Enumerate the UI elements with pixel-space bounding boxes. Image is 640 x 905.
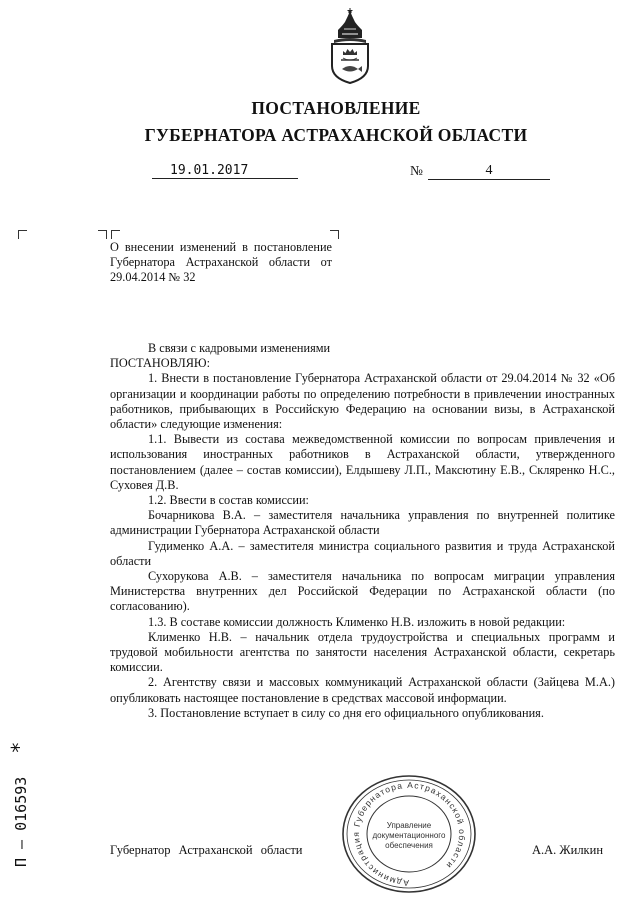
registration-code: П – 016593: [12, 776, 30, 867]
body-paragraph: 1.2. Ввести в состав комиссии:: [148, 493, 309, 508]
corner-mark: [98, 230, 107, 239]
body-paragraph: Сухорукова А.В. – заместителя начальника по вопросам миграции управления Министерства внутренних дел Российской Федерации по Астраханской области (по согласованию).: [110, 569, 615, 614]
corner-mark: [330, 230, 339, 239]
stamp-line-3: обеспечения: [385, 841, 433, 850]
signer-position: Губернатор Астраханской области: [110, 843, 303, 857]
number-label: №: [410, 163, 423, 178]
body-paragraph: Бочарникова В.А. – заместителя начальника управления по внутренней политике администрации Губернатора Астраханской области: [110, 508, 615, 538]
body-paragraph: Клименко Н.В. – начальник отдела трудоустройства и специальных программ и трудовой мобильности агентства по занятости населения Астраханской области, секретарь комиссии.: [110, 629, 615, 675]
document-number: 4: [428, 163, 550, 180]
body-paragraph: 1. Внести в постановление Губернатора Астраханской области от 29.04.2014 № 32 «Об организации и координации работы по определению потребности в привлечении иностранных работников, прибывающих в Российскую Федерацию на основании визы, в Астраханской области» следующие изменения:: [110, 371, 615, 432]
stamp-line-2: документационного: [372, 831, 446, 840]
body-paragraph: Гудименко А.А. – заместителя министра социального развития и труда Астраханской области: [110, 538, 615, 568]
body-paragraph-decree: ПОСТАНОВЛЯЮ:: [110, 356, 210, 371]
body-paragraph: 1.3. В составе комиссии должность Клименко Н.В. изложить в новой редакции:: [148, 614, 566, 629]
body-paragraph: В связи с кадровыми изменениями: [148, 341, 331, 355]
coat-of-arms-emblem: [325, 8, 375, 84]
body-paragraph: 3. Постановление вступает в силу со дня его официального опубликования.: [148, 705, 544, 720]
corner-mark: [111, 230, 120, 239]
document-subject: О внесении изменений в постановление Губернатора Астраханской области от 29.04.2014 № 32: [110, 240, 332, 285]
stamp-line-1: Управление: [386, 821, 432, 830]
issuer-title: ГУБЕРНАТОРА АСТРАХАНСКОЙ ОБЛАСТИ: [144, 125, 528, 145]
document-date: 19.01.2017: [152, 163, 298, 179]
body-paragraph: 1.1. Вывести из состава межведомственной комиссии по вопросам привлечения и использования иностранных работников в Астраханской области, утвержденного постановлением (далее – состав комиссии), Елдышеву Л.П., Максютину Е.В., Скляренко Н.С., Суховея Д.В.: [110, 432, 615, 492]
registration-number: [7, 717, 31, 867]
corner-mark: [18, 230, 27, 239]
document-type-title: ПОСТАНОВЛЕНИЕ: [251, 98, 421, 118]
round-stamp: [338, 772, 480, 896]
signer-name: А.А. Жилкин: [532, 843, 604, 857]
stamp-ring-text: Администрация Губернатора Астраханской области: [351, 779, 468, 889]
document-body: [110, 341, 615, 721]
registration-mark: *: [7, 741, 31, 754]
body-paragraph: 2. Агентству связи и массовых коммуникаций Астраханской области (Зайцева М.А.) опубликовать настоящее постановление в средствах массовой информации.: [110, 675, 615, 705]
